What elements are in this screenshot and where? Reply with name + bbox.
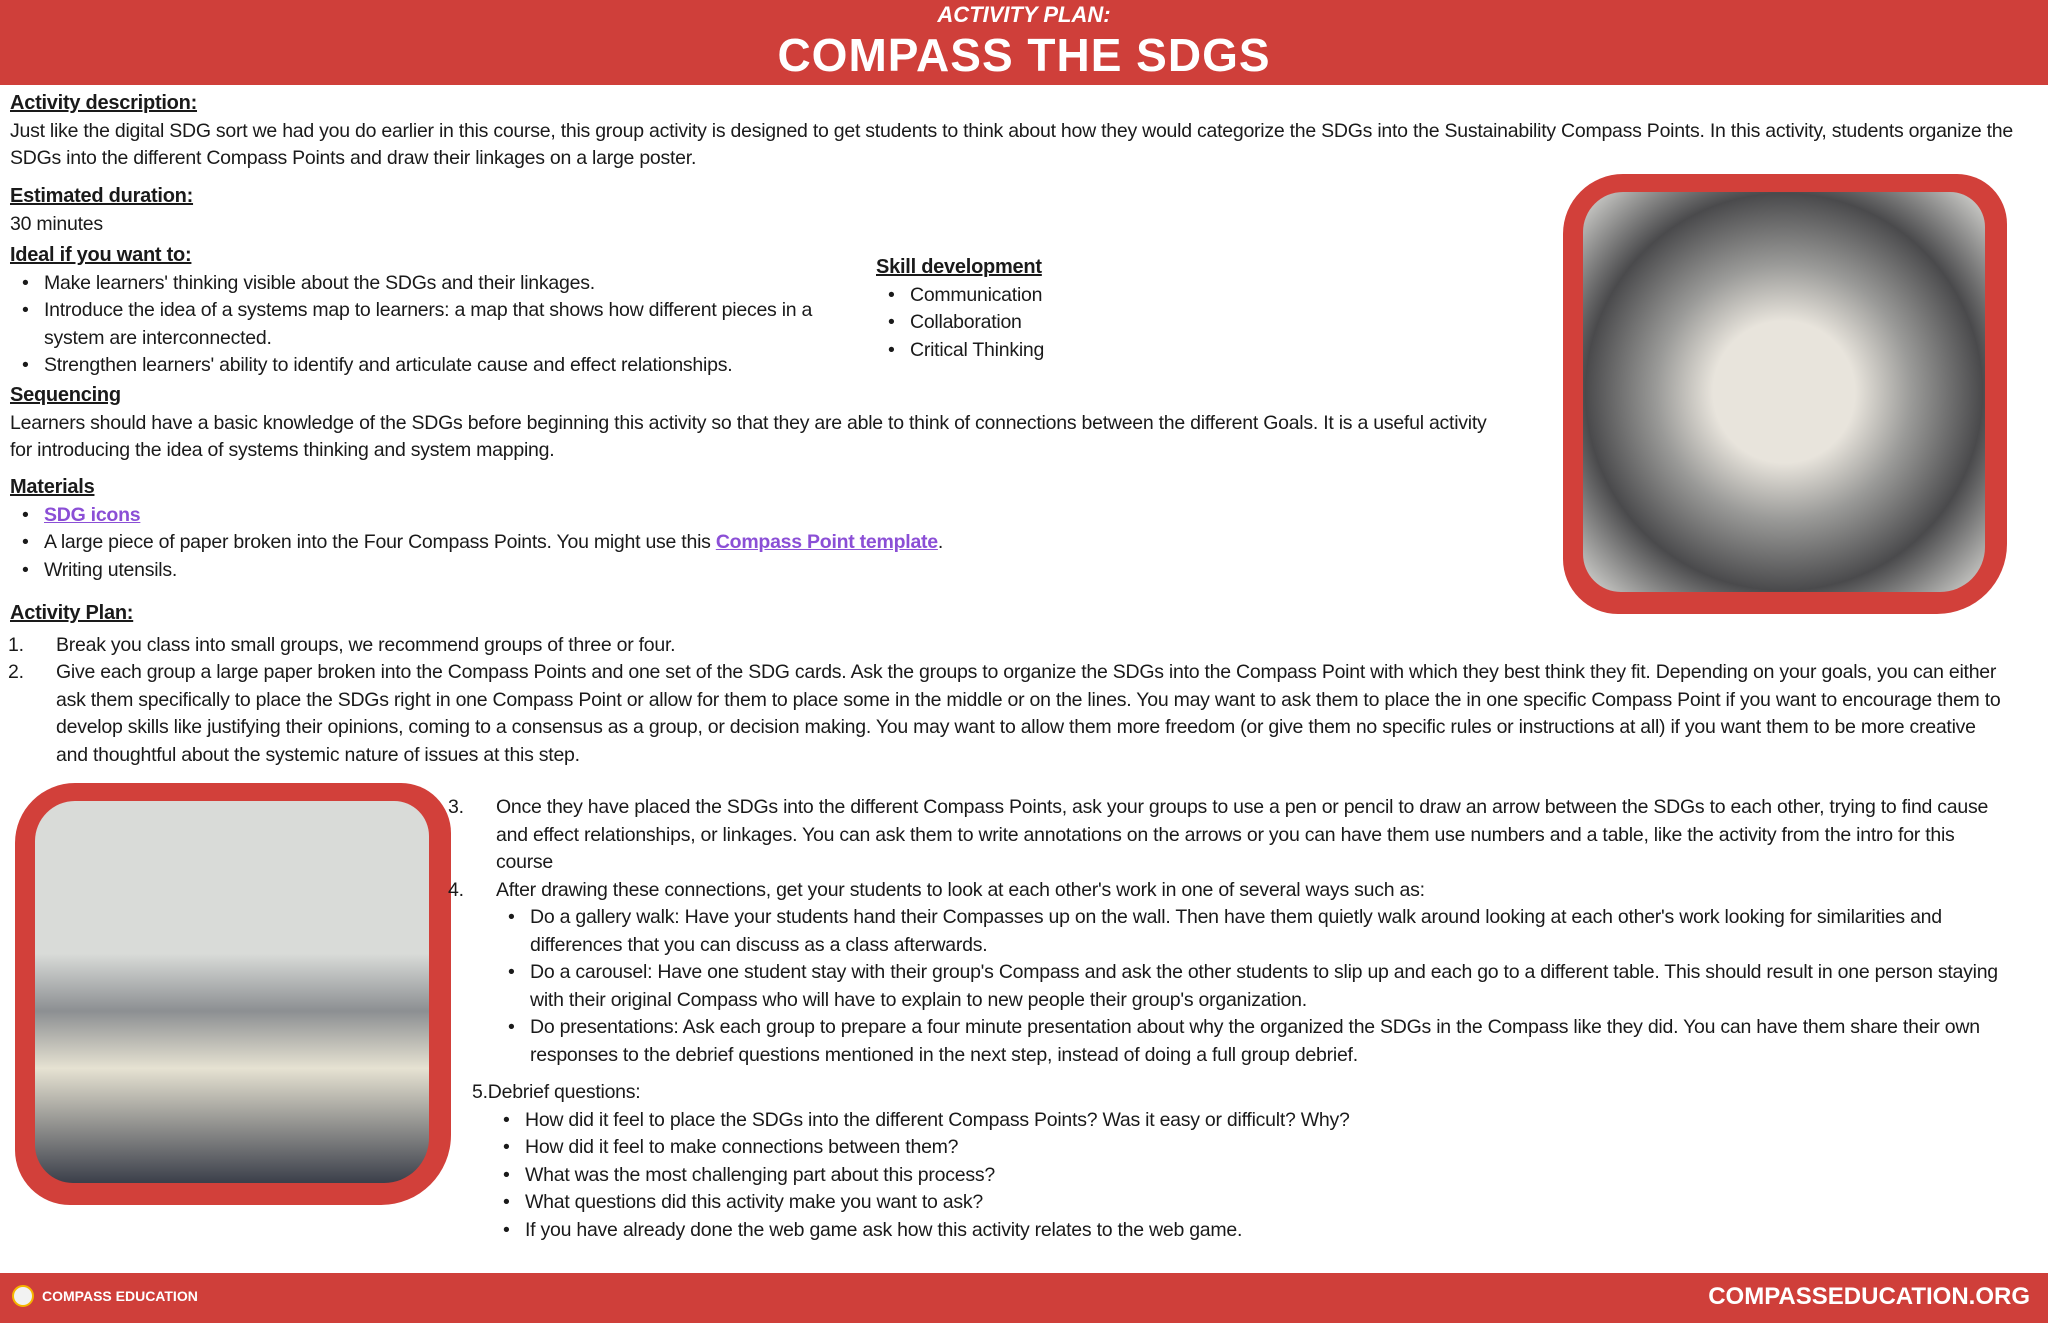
- sequencing-section: [10, 382, 1500, 465]
- material-text-end: .: [937, 531, 944, 553]
- compass-logo-icon: [12, 1285, 34, 1307]
- list-item: • How did it feel to place the SDGs into the different Compass Points? Was it easy or difficult? Why?: [491, 1107, 2002, 1135]
- description-section: [10, 90, 2040, 173]
- list-item: • Collaboration: [876, 309, 1044, 337]
- plan-step-2: [8, 659, 2010, 769]
- header-banner: [0, 0, 2048, 85]
- duration-value: 30 minutes: [10, 212, 103, 235]
- list-item: • If you have already done the web game ask how this activity relates to the web game.: [491, 1217, 2002, 1245]
- list-item: • Introduce the idea of a systems map to learners: a map that shows how different pieces in a system are interconnected.: [10, 297, 840, 352]
- plan-step-5: 5.Debrief questions:: [472, 1081, 641, 1103]
- materials-heading: Materials: [10, 476, 95, 498]
- duration-heading: Estimated duration:: [10, 185, 194, 207]
- footer-brand: COMPASS EDUCATION: [42, 1288, 198, 1304]
- materials-section: [10, 474, 1410, 584]
- students-floor-photo: [1563, 174, 2007, 614]
- step-text: Give each group a large paper broken into the Compass Points and one set of the SDG cards. Ask the groups to organize the SDGs into the Compass Point with which they best think they fit. Depending on your goals, you can either ask them specifically to place the SDGs right in one Compass Point or allow for them to place some in the middle or on the lines. You may want to ask them to place the in one specific Compass Point if you want to encourage them to develop skills like justifying their opinions, coming to a consensus as a group, or decision making. You may want to allow them more freedom (or give them no specific rules or instructions at all) if you want them to be more creative and thoughtful about the systemic nature of issues at this step.: [56, 661, 2001, 766]
- list-item: • Writing utensils.: [10, 557, 1410, 585]
- list-item: • Communication: [876, 282, 1044, 310]
- step-number: 4.: [448, 878, 464, 901]
- step-text: After drawing these connections, get your students to look at each other's work in one of several ways such as:: [496, 878, 1425, 901]
- step-number: 3.: [448, 796, 464, 818]
- duration-section: [10, 183, 193, 238]
- step-text: Break you class into small groups, we recommend groups of three or four.: [56, 633, 676, 656]
- skills-section: [876, 254, 1044, 364]
- compass-point-template-link[interactable]: Compass Point template: [715, 531, 938, 553]
- list-item: • Do a gallery walk: Have your students hand their Compasses up on the wall. Then have them quietly walk around looking at each other's work looking for similarities and differences that you can discuss as a class afterwards.: [496, 904, 2002, 959]
- list-item: [10, 502, 1410, 530]
- plan-step-1: [8, 632, 2010, 660]
- list-item: • Do presentations: Ask each group to prepare a four minute presentation about why the organized the SDGs in the Compass like they did. You can have them share their own responses to the debrief questions mentioned in the next step, instead of doing a full group debrief.: [496, 1014, 2002, 1069]
- list-item: [10, 529, 1410, 557]
- activity-plan-continued: [448, 794, 2002, 1244]
- ideal-section: [10, 242, 840, 380]
- sequencing-heading: Sequencing: [10, 384, 121, 406]
- class-group-photo: [15, 783, 451, 1205]
- description-text: Just like the digital SDG sort we had you do earlier in this course, this group activity is designed to get students to think about how they would categorize the SDGs into the Sustainability Compass Points. In this activity, students organize the SDGs into the different Compass Points and draw their linkages on a large poster.: [10, 119, 2013, 169]
- sequencing-text: Learners should have a basic knowledge of the SDGs before beginning this activity so that they are able to think of connections between the different Goals. It is a useful activity for introducing the idea of systems thinking and system mapping.: [10, 411, 1487, 461]
- list-item: • Critical Thinking: [876, 337, 1044, 365]
- step-number: 1.: [8, 633, 24, 656]
- page-title: COMPASS THE SDGS: [777, 29, 1271, 81]
- step-text: Once they have placed the SDGs into the different Compass Points, ask your groups to use a pen or pencil to draw an arrow between the SDGs to each other, trying to find cause and effect relationships, or linkages. You can ask them to write annotations on the arrows or you can have them use numbers and a table, like the activity from the intro for this course: [496, 796, 1989, 873]
- header-subtitle: ACTIVITY PLAN:: [937, 2, 1111, 27]
- plan-step-4: [448, 877, 2002, 905]
- footer-banner: [0, 1273, 2048, 1323]
- activity-plan-section: [10, 600, 2010, 769]
- list-item: • How did it feel to make connections between them?: [491, 1134, 2002, 1162]
- list-item: • Make learners' thinking visible about the SDGs and their linkages.: [10, 270, 840, 298]
- plan-step-3: [448, 794, 2002, 877]
- footer-url[interactable]: COMPASSEDUCATION.ORG: [1708, 1283, 2030, 1310]
- list-item: • Strengthen learners' ability to identify and articulate cause and effect relationships.: [10, 352, 840, 380]
- list-item: • What was the most challenging part about this process?: [491, 1162, 2002, 1190]
- list-item: • Do a carousel: Have one student stay with their group's Compass and ask the other students to slip up and each go to a different table. This should result in one person staying with their original Compass who will have to explain to new people their group's organization.: [496, 959, 2002, 1014]
- ideal-heading: Ideal if you want to:: [10, 244, 192, 266]
- step-number: 2.: [8, 661, 24, 683]
- material-text: A large piece of paper broken into the Four Compass Points. You might use this: [44, 531, 716, 553]
- sdg-icons-link[interactable]: SDG icons: [44, 503, 141, 526]
- skills-heading: Skill development: [876, 256, 1042, 278]
- activity-plan-heading: Activity Plan:: [10, 602, 134, 624]
- list-item: • What questions did this activity make you want to ask?: [491, 1189, 2002, 1217]
- description-heading: Activity description:: [10, 92, 198, 114]
